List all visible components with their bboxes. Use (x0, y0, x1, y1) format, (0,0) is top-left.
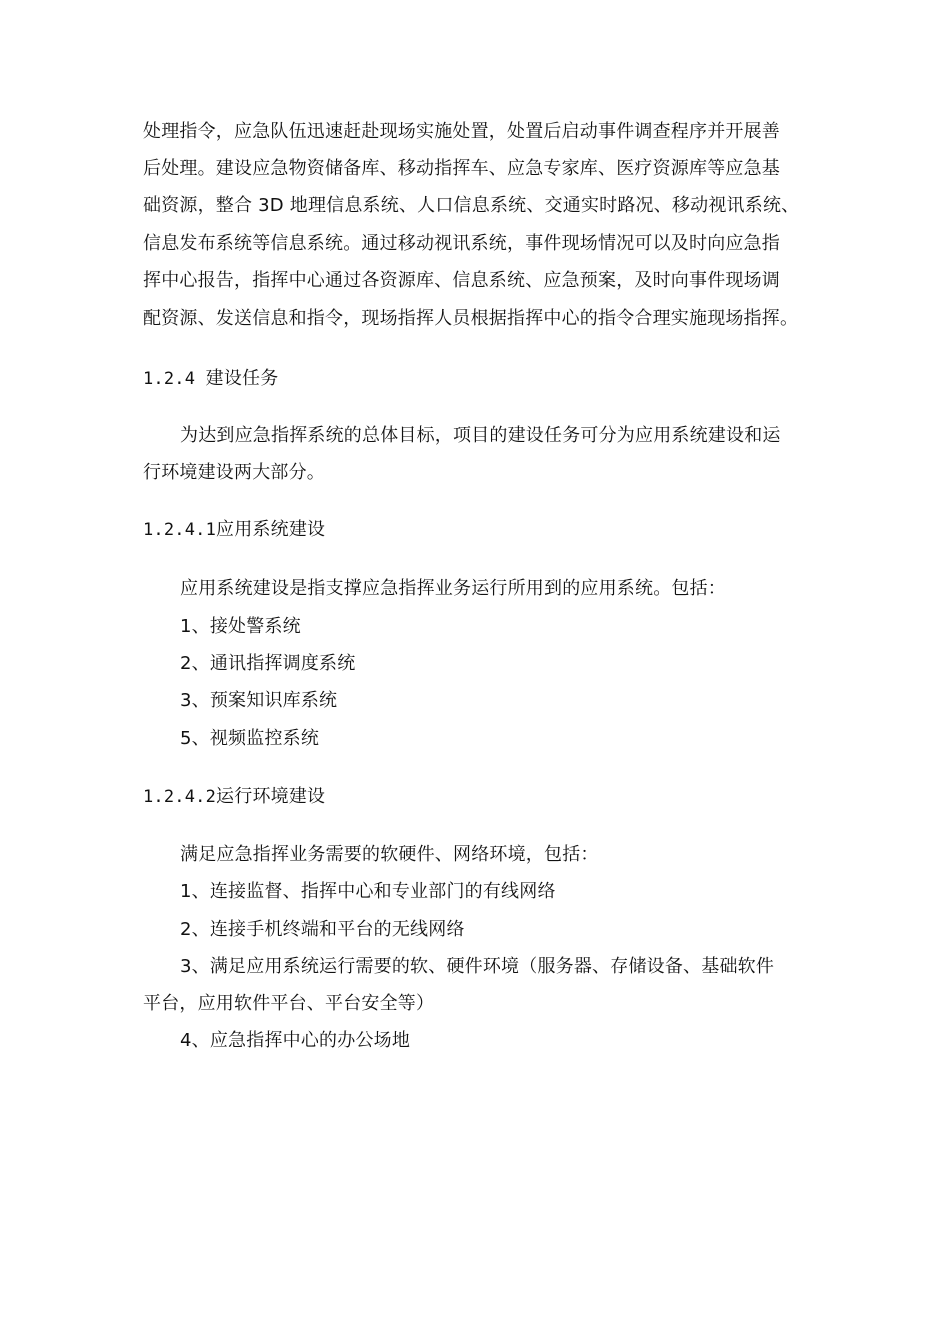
list-item: 1、连接监督、指挥中心和专业部门的有线网络 (180, 881, 556, 902)
paragraph-line: 满足应急指挥业务需要的软硬件、网络环境，包括： (180, 844, 599, 865)
section-title: 建设任务 (205, 368, 279, 389)
intro-line: 信息发布系统等信息系统。通过移动视讯系统，事件现场情况可以及时向应急指 (143, 233, 780, 254)
paragraph-line: 行环境建设两大部分。 (143, 462, 325, 483)
intro-line: 处理指令，应急队伍迅速赶赴现场实施处置，处置后启动事件调查程序并开展善 (143, 121, 780, 142)
list-item: 2、连接手机终端和平台的无线网络 (180, 919, 465, 940)
paragraph-line: 应用系统建设是指支撑应急指挥业务运行所用到的应用系统。包括： (180, 578, 726, 599)
list-item: 2、通讯指挥调度系统 (180, 653, 356, 674)
list-item: 5、视频监控系统 (180, 728, 320, 749)
section-title: 应用系统建设 (216, 519, 326, 540)
section-heading-1-2-4-1 (143, 518, 325, 542)
section-heading-1-2-4 (143, 367, 278, 391)
section-number: 1.2.4 (143, 369, 196, 389)
section-title: 运行环境建设 (216, 786, 326, 807)
section-heading-1-2-4-2 (143, 785, 325, 809)
paragraph-line: 为达到应急指挥系统的总体目标，项目的建设任务可分为应用系统建设和运 (180, 425, 781, 446)
list-item: 4、应急指挥中心的办公场地 (180, 1030, 411, 1051)
intro-line: 挥中心报告，指挥中心通过各资源库、信息系统、应急预案，及时向事件现场调 (143, 270, 780, 291)
list-item: 3、满足应用系统运行需要的软、硬件环境（服务器、存储设备、基础软件 (180, 956, 775, 977)
list-item: 3、预案知识库系统 (180, 690, 338, 711)
intro-line: 后处理。建设应急物资储备库、移动指挥车、应急专家库、医疗资源库等应急基 (143, 158, 780, 179)
intro-line: 配资源、发送信息和指令，现场指挥人员根据指挥中心的指令合理实施现场指挥。 (143, 308, 799, 329)
section-number: 1.2.4.1 (143, 520, 217, 540)
list-item-continuation: 平台，应用软件平台、平台安全等） (143, 993, 435, 1014)
intro-line: 础资源，整合 3D 地理信息系统、人口信息系统、交通实时路况、移动视讯系统、 (143, 195, 800, 216)
list-item: 1、接处警系统 (180, 616, 301, 637)
section-number: 1.2.4.2 (143, 787, 217, 807)
